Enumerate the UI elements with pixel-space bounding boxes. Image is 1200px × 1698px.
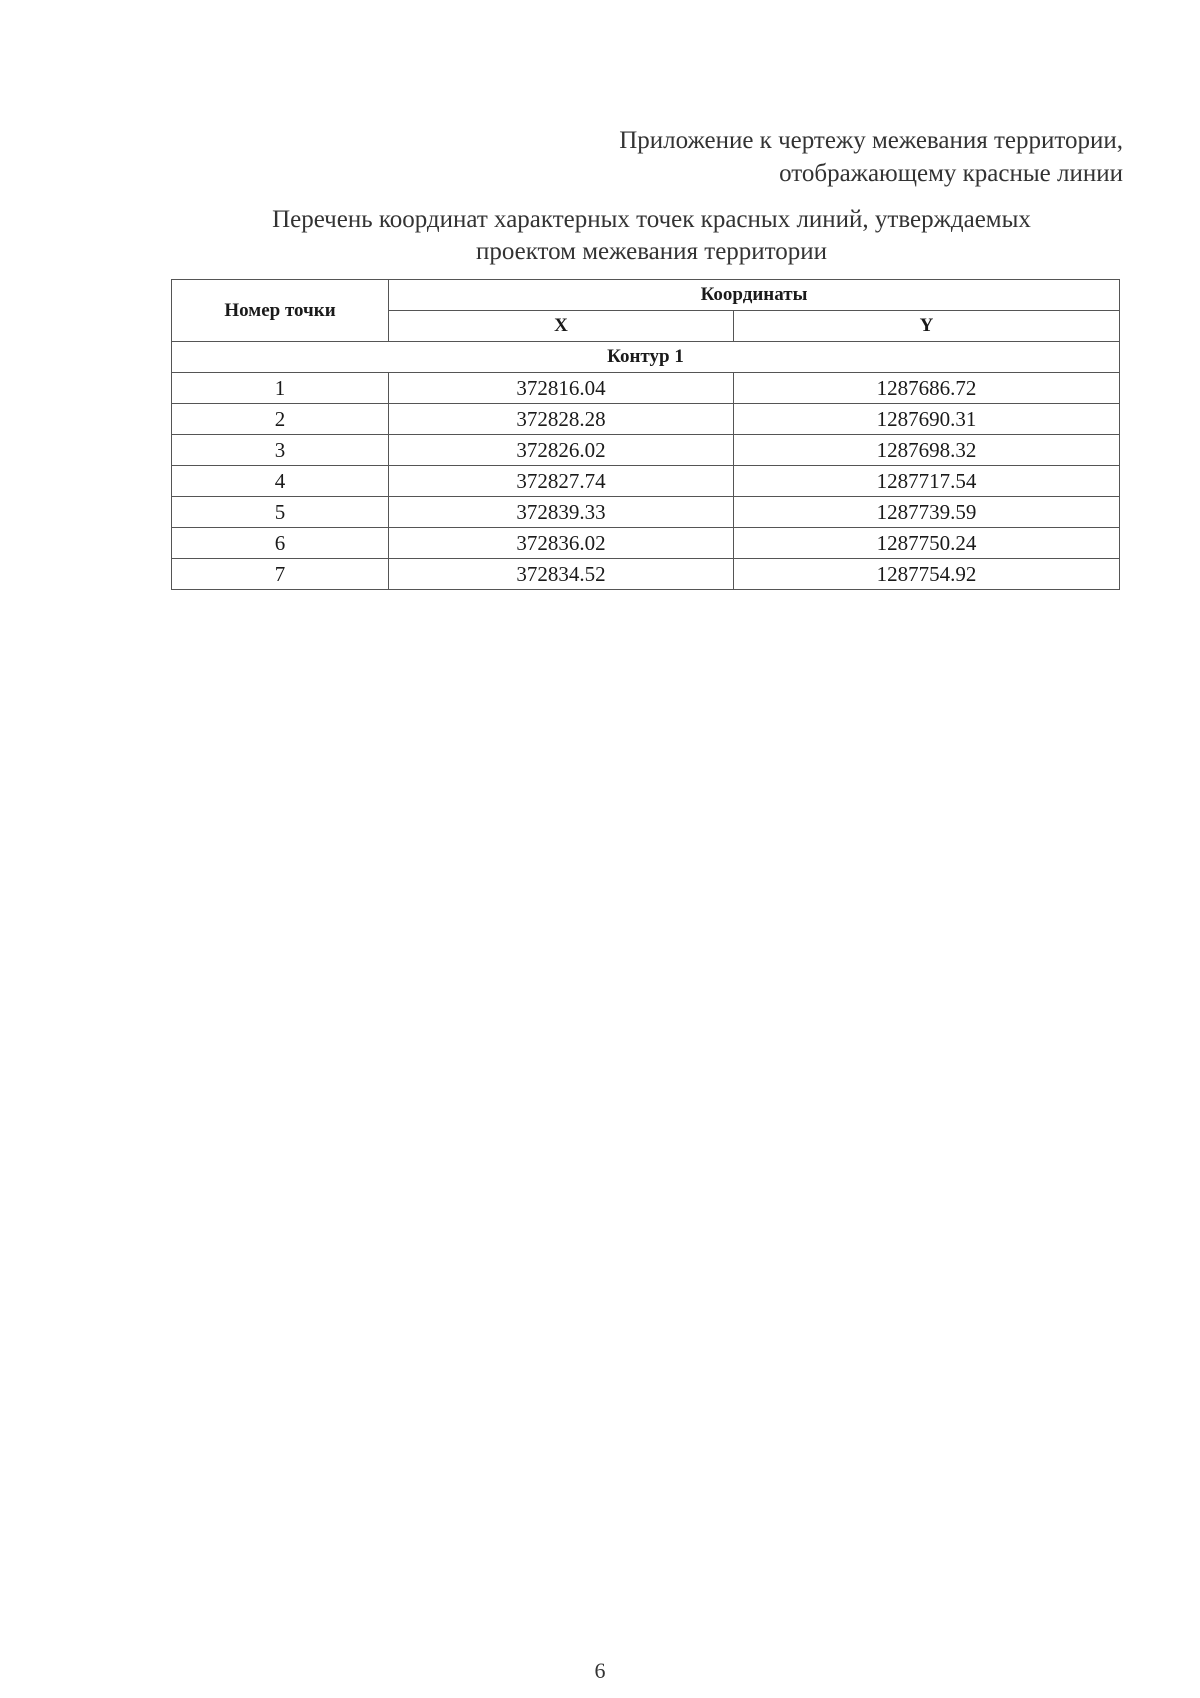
- table-row: [172, 528, 1120, 559]
- document-title: [170, 204, 1133, 268]
- y-coordinate-cell: 1287739.59: [734, 497, 1120, 528]
- coordinates-header: Координаты: [389, 280, 1120, 311]
- y-coordinate-cell: 1287698.32: [734, 435, 1120, 466]
- contour-label: Контур 1: [172, 342, 1120, 373]
- x-coordinate-cell: 372839.33: [389, 497, 734, 528]
- point-number-header: Номер точки: [172, 280, 389, 342]
- point-number-cell: 6: [172, 528, 389, 559]
- point-number-cell: 2: [172, 404, 389, 435]
- document-title-line-1: Перечень координат характерных точек красных линий, утверждаемых: [272, 206, 1031, 233]
- table-row: [172, 497, 1120, 528]
- x-coordinate-cell: 372827.74: [389, 466, 734, 497]
- point-number-cell: 1: [172, 373, 389, 404]
- point-number-cell: 7: [172, 559, 389, 590]
- point-number-cell: 3: [172, 435, 389, 466]
- table-row: [172, 373, 1120, 404]
- x-header: X: [389, 311, 734, 342]
- contour-row: [172, 342, 1120, 373]
- x-coordinate-cell: 372828.28: [389, 404, 734, 435]
- appendix-line-2: отображающему красные линии: [779, 160, 1123, 187]
- document-title-line-2: проектом межевания территории: [475, 238, 828, 265]
- table-header-row: [172, 280, 1120, 311]
- page-number: 6: [594, 1658, 606, 1683]
- y-coordinate-cell: 1287686.72: [734, 373, 1120, 404]
- x-coordinate-cell: 372826.02: [389, 435, 734, 466]
- table-row: [172, 466, 1120, 497]
- table-row: [172, 404, 1120, 435]
- appendix-line-1: Приложение к чертежу межевания территории,: [619, 127, 1123, 154]
- x-coordinate-cell: 372836.02: [389, 528, 734, 559]
- x-coordinate-cell: 372834.52: [389, 559, 734, 590]
- y-coordinate-cell: 1287690.31: [734, 404, 1120, 435]
- coordinates-table: [171, 279, 1120, 590]
- x-coordinate-cell: 372816.04: [389, 373, 734, 404]
- y-coordinate-cell: 1287717.54: [734, 466, 1120, 497]
- point-number-cell: 5: [172, 497, 389, 528]
- table-row: [172, 559, 1120, 590]
- appendix-caption: [619, 124, 1123, 190]
- y-coordinate-cell: 1287750.24: [734, 528, 1120, 559]
- y-coordinate-cell: 1287754.92: [734, 559, 1120, 590]
- point-number-cell: 4: [172, 466, 389, 497]
- y-header: Y: [734, 311, 1120, 342]
- table-row: [172, 435, 1120, 466]
